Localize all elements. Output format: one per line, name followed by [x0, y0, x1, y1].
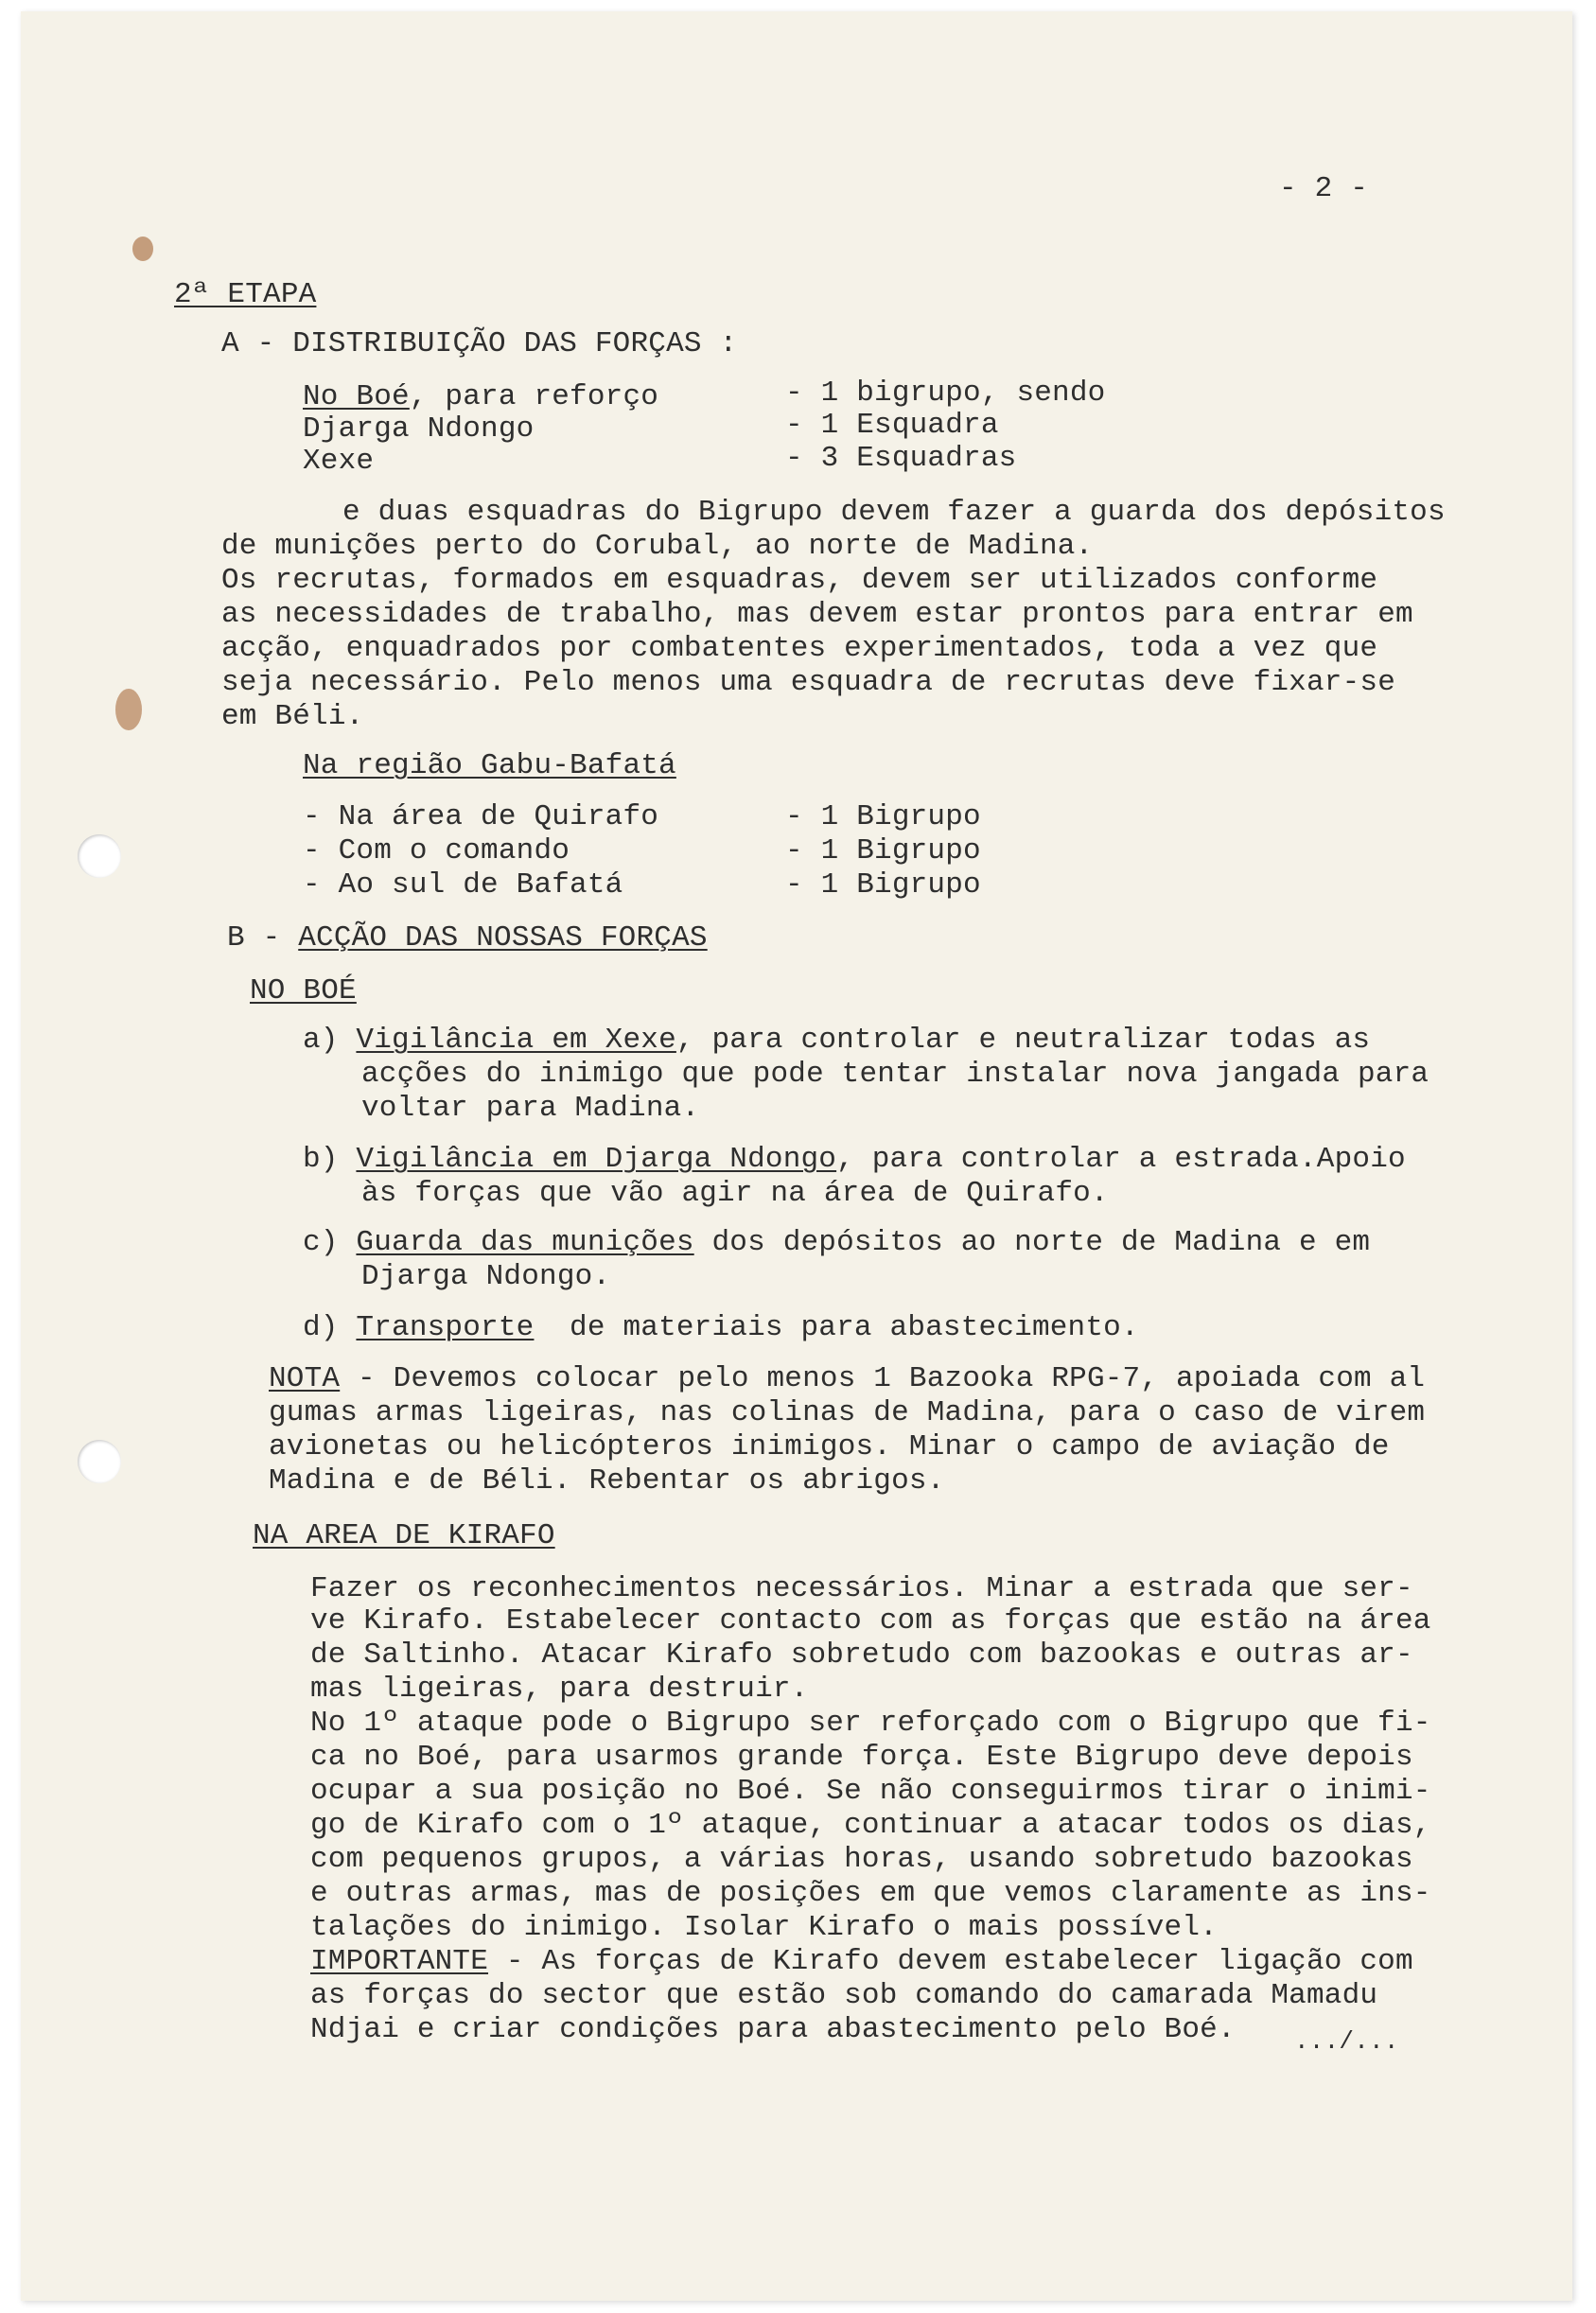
gabu-row-units: - 1 Bigrupo — [785, 834, 981, 867]
kirafo-heading: NA AREA DE KIRAFO — [253, 1519, 555, 1552]
paragraph-line: de munições perto do Corubal, ao norte de Madina. — [221, 530, 1094, 563]
importante-line: IMPORTANTE - As forças de Kirafo devem estabelecer ligação com — [310, 1945, 1413, 1978]
action-item-line: acções do inimigo que pode tentar instalar nova jangada para — [361, 1058, 1429, 1091]
action-item-line: c) Guarda das munições dos depósitos ao norte de Madina e em — [303, 1226, 1371, 1259]
paragraph-line: de Saltinho. Atacar Kirafo sobretudo com bazookas e outras ar- — [310, 1638, 1413, 1672]
gabu-row-place: - Na área de Quirafo — [303, 800, 659, 833]
paragraph-line: em Béli. — [221, 700, 364, 733]
boe-row-units: - 3 Esquadras — [785, 442, 1017, 475]
importante-line: Ndjai e criar condições para abastecimento pelo Boé. — [310, 2013, 1236, 2046]
gabu-row-units: - 1 Bigrupo — [785, 868, 981, 902]
section-a-title: A - DISTRIBUIÇÃO DAS FORÇAS : — [221, 327, 738, 360]
paragraph-line: go de Kirafo com o 1º ataque, continuar a atacar todos os dias, — [310, 1809, 1431, 1842]
action-item-line: b) Vigilância em Djarga Ndongo, para controlar a estrada.Apoio — [303, 1143, 1406, 1176]
boe-row-units: - 1 Esquadra — [785, 409, 999, 442]
action-item-line: d) Transporte de materiais para abastecimento. — [303, 1311, 1139, 1344]
paragraph-line: acção, enquadrados por combatentes experimentados, toda a vez que — [221, 632, 1378, 665]
paragraph-line: Fazer os reconhecimentos necessários. Minar a estrada que ser- — [310, 1572, 1413, 1605]
section-b-title: B - ACÇÃO DAS NOSSAS FORÇAS — [227, 921, 708, 955]
action-item-line: voltar para Madina. — [361, 1092, 700, 1125]
rust-stain — [115, 689, 142, 730]
stage-heading: 2ª ETAPA — [174, 278, 317, 311]
boe-row-place: Xexe — [303, 445, 375, 478]
paragraph-line: com pequenos grupos, a várias horas, usando sobretudo bazookas — [310, 1843, 1413, 1876]
document-page — [21, 11, 1572, 2301]
continuation-mark: .../... — [1294, 2027, 1399, 2056]
paragraph-line: talações do inimigo. Isolar Kirafo o mais possível. — [310, 1911, 1218, 1944]
nota-line: Madina e de Béli. Rebentar os abrigos. — [269, 1464, 945, 1498]
page-number: - 2 - — [1279, 172, 1369, 205]
gabu-region-heading: Na região Gabu-Bafatá — [303, 749, 676, 782]
paragraph-line: mas ligeiras, para destruir. — [310, 1673, 809, 1706]
nota-line: NOTA - Devemos colocar pelo menos 1 Bazooka RPG-7, apoiada com al — [269, 1362, 1426, 1395]
paragraph-line: Os recrutas, formados em esquadras, devem ser utilizados conforme — [221, 564, 1378, 597]
gabu-row-units: - 1 Bigrupo — [785, 800, 981, 833]
boe-row-place: Djarga Ndongo — [303, 412, 535, 446]
paragraph-line: seja necessário. Pelo menos uma esquadra de recrutas deve fixar-se — [221, 666, 1395, 699]
paragraph-line: e duas esquadras do Bigrupo devem fazer a guarda dos depósitos — [342, 496, 1446, 529]
boe-action-heading: NO BOÉ — [250, 974, 357, 1008]
rust-stain — [132, 237, 153, 261]
importante-line: as forças do sector que estão sob comando do camarada Mamadu — [310, 1979, 1378, 2012]
paragraph-line: as necessidades de trabalho, mas devem estar prontos para entrar em — [221, 598, 1413, 631]
punch-hole — [78, 834, 121, 878]
nota-line: gumas armas ligeiras, nas colinas de Madina, para o caso de virem — [269, 1396, 1426, 1429]
gabu-row-place: - Com o comando — [303, 834, 570, 867]
action-item-line: Djarga Ndongo. — [361, 1260, 611, 1293]
action-item-line: a) Vigilância em Xexe, para controlar e neutralizar todas as — [303, 1024, 1371, 1057]
gabu-row-place: - Ao sul de Bafatá — [303, 868, 623, 902]
action-item-line: às forças que vão agir na área de Quirafo. — [361, 1177, 1109, 1210]
paragraph-line: No 1º ataque pode o Bigrupo ser reforçado com o Bigrupo que fi- — [310, 1707, 1431, 1740]
boe-row-units: - 1 bigrupo, sendo — [785, 377, 1106, 410]
nota-line: avionetas ou helicópteros inimigos. Minar o campo de aviação de — [269, 1430, 1390, 1463]
paragraph-line: ve Kirafo. Estabelecer contacto com as forças que estão na área — [310, 1604, 1431, 1638]
paragraph-line: ocupar a sua posição no Boé. Se não conseguirmos tirar o inimi- — [310, 1775, 1431, 1808]
paragraph-line: e outras armas, mas de posições em que vemos claramente as ins- — [310, 1877, 1431, 1910]
punch-hole — [78, 1440, 121, 1483]
paragraph-line: ca no Boé, para usarmos grande força. Este Bigrupo deve depois — [310, 1741, 1413, 1774]
boe-row-place: No Boé, para reforço — [303, 380, 659, 413]
